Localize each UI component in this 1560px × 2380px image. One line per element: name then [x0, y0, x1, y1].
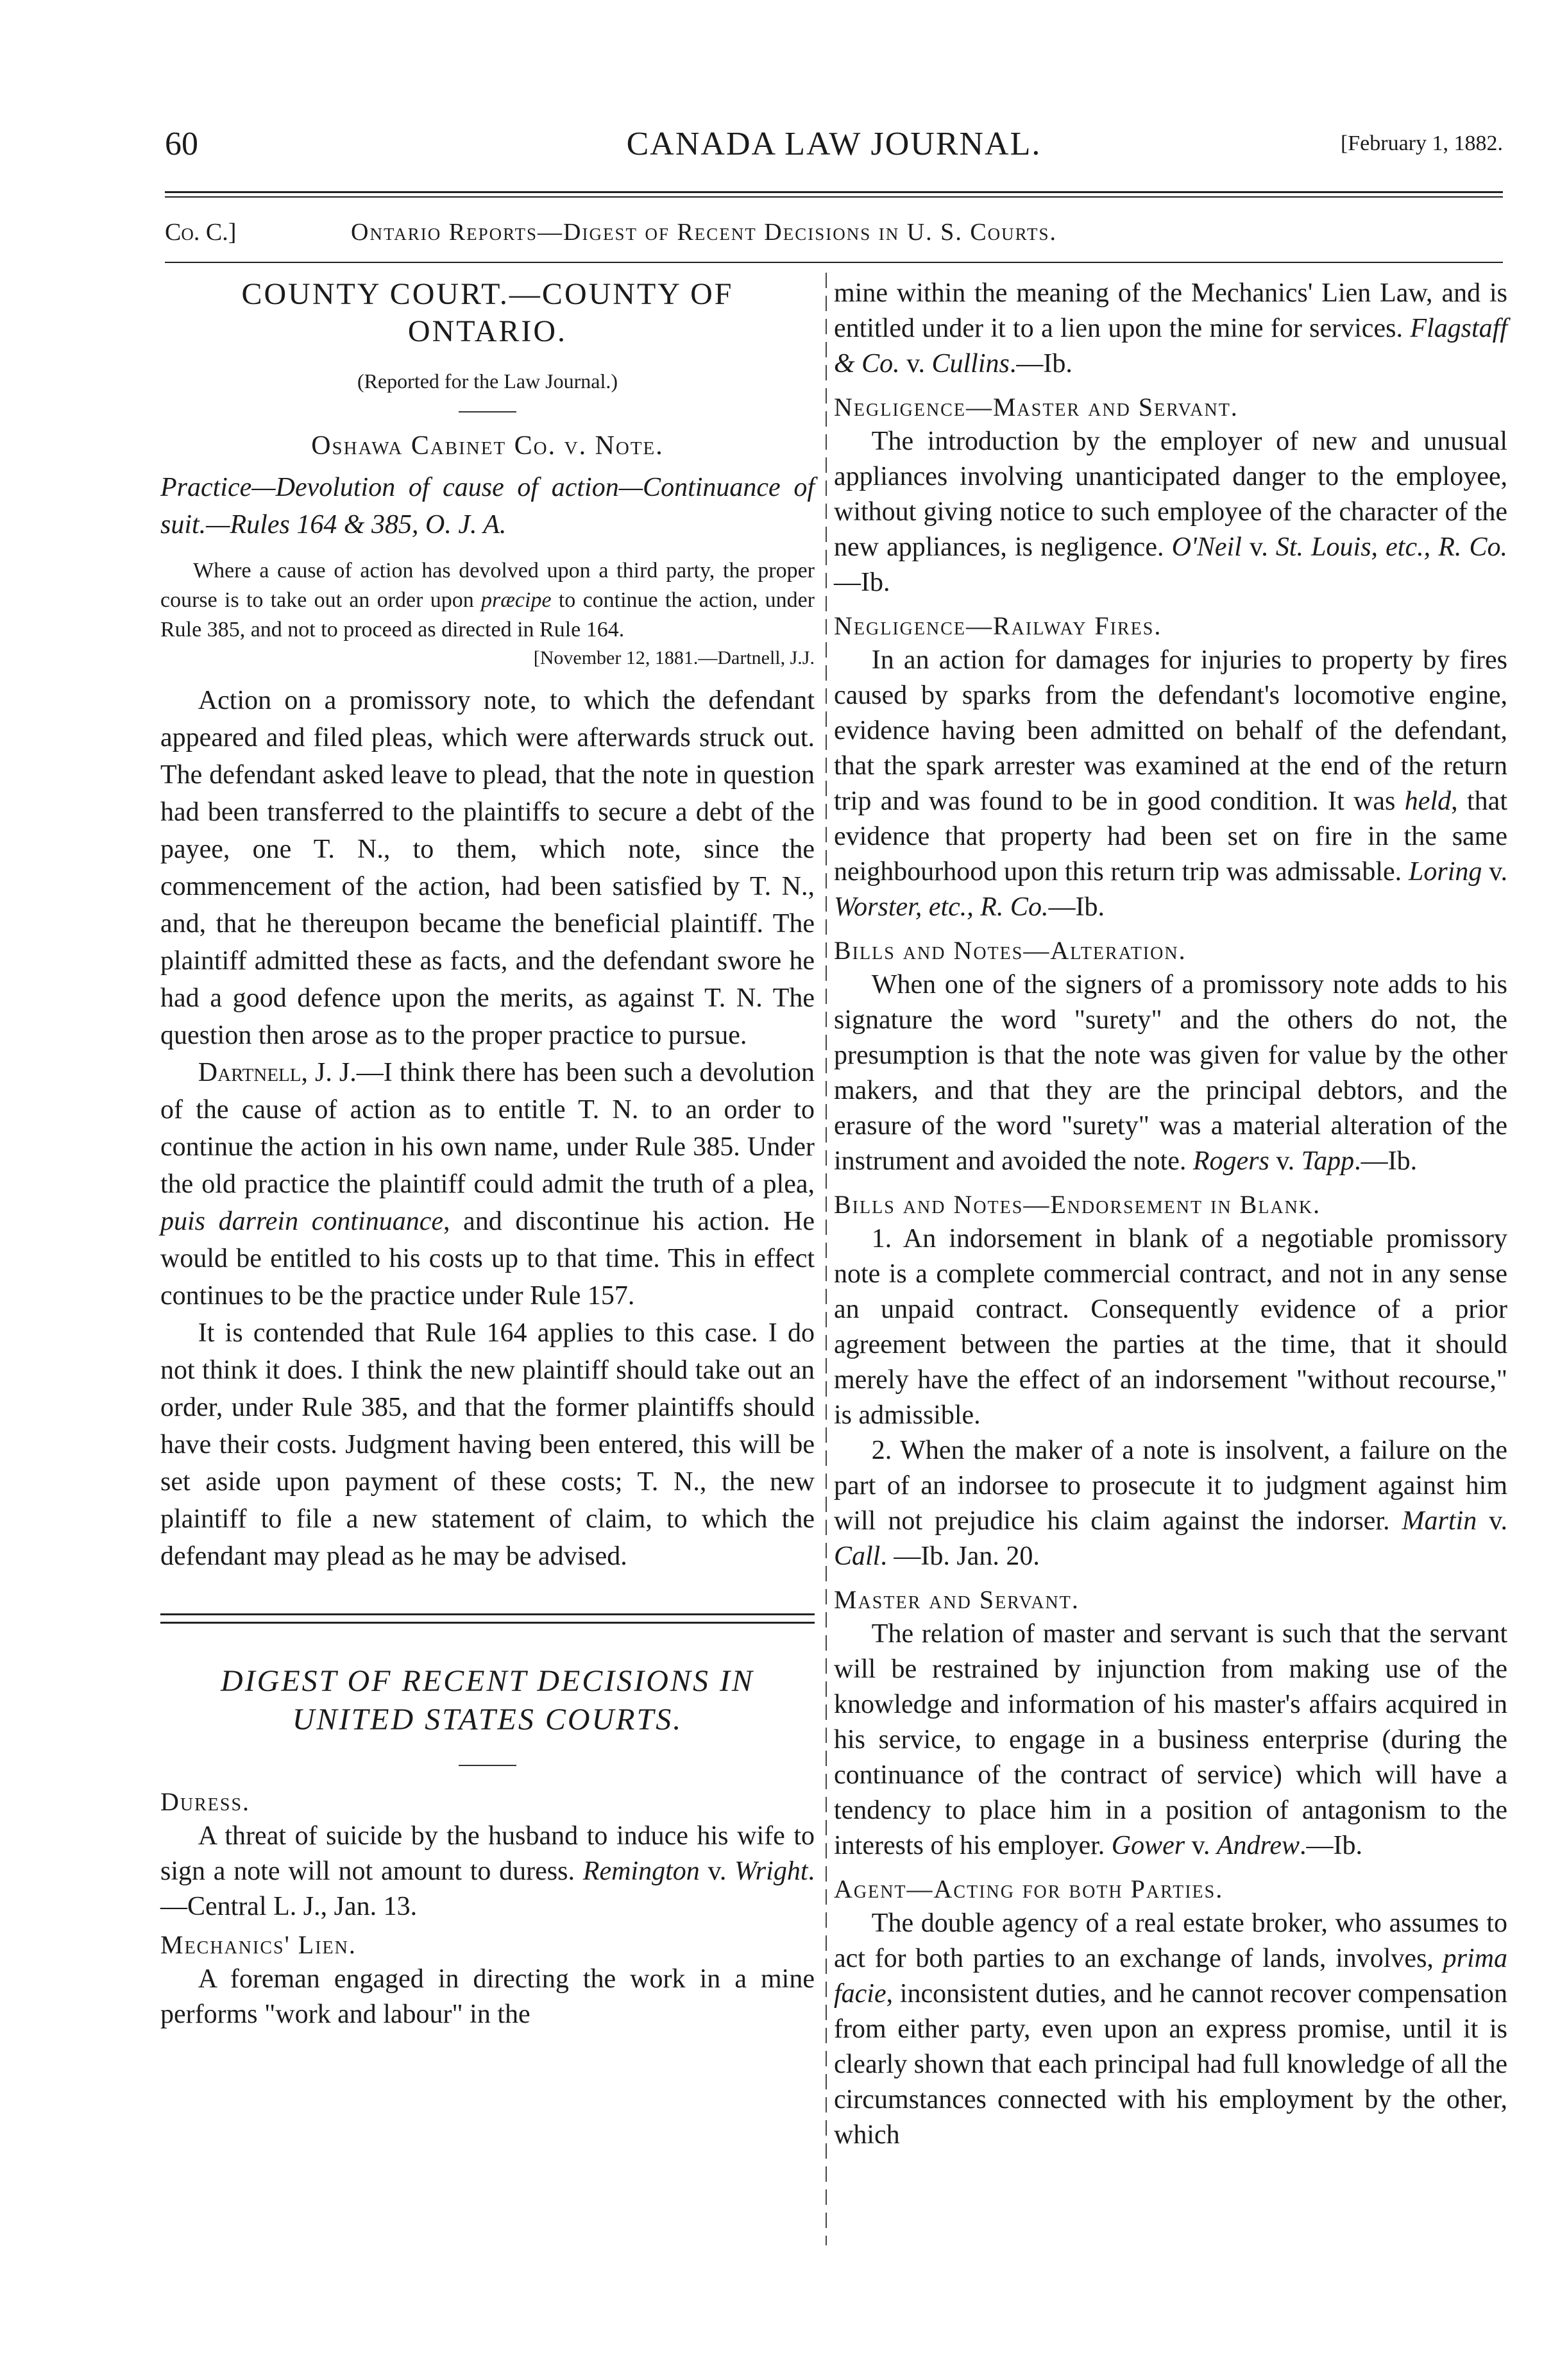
mechanics-lien-cont: [834, 276, 1507, 382]
bills2-cite-2: Call: [834, 1542, 881, 1571]
reported-for: (Reported for the Law Journal.): [357, 370, 618, 393]
issue-date: [February 1, 1882.: [1340, 132, 1503, 155]
judgment-para-2-italic: puis darrein continuance: [160, 1207, 443, 1236]
bills-alteration-text: [834, 967, 1507, 1179]
agent-body-b: , inconsistent duties, and he cannot recover compensation from either party, even upon an express promise, until it is clearly shown that each principal had full knowledge of all the circumstances connected with his employment by the other, which: [834, 1979, 1507, 2150]
headnote-praecipe: præcipe: [481, 588, 552, 612]
neg2-body-a: In an action for damages for injuries to property by fires caused by sparks from the defendant's locomotive engine, evidence having been admitted on behalf of the defendant, that the spark arrester was examined at the end of the return trip and was found to be in good condition. It was: [834, 645, 1507, 816]
digest-title-line-2: UNITED STATES COURTS.: [292, 1703, 683, 1737]
negligence-railway-text: [834, 643, 1507, 925]
dateline: [November 12, 1881.—Dartnell, J.J.: [533, 647, 815, 668]
digest-title-line-1: DIGEST OF RECENT DECISIONS IN: [221, 1664, 754, 1698]
bills2-cite-3: . —Ib. Jan. 20.: [880, 1542, 1040, 1571]
neg2-cite-3: —Ib.: [1048, 892, 1105, 922]
heading-duress: Duress.: [160, 1787, 251, 1816]
duress-cite-v: v.: [699, 1857, 735, 1886]
duress-text: [160, 1819, 815, 1925]
duress-body: A threat of suicide by the husband to induce his wife to sign a note will not amount to duress.: [160, 1821, 815, 1886]
judgment-para-1: Action on a promissory note, to which the defendant appeared and filed pleas, which were afterwards struck out. The defendant asked leave to plead, that the note in question had been transferred to the plaintiffs to secure a debt of the payee, one T. N., to them, which note, since the commencement of the action, had been satisfied by T. N., and, that he thereupon became the beneficial plaintiff. The plaintiff admitted these as facts, and the defendant swore he had a good defence upon the merits, as against T. N. The question then arose as to the proper practice to pursue.: [160, 686, 815, 1050]
negligence-master-text: [834, 424, 1507, 600]
page-number: 60: [165, 126, 198, 162]
judgment-para-2-a: —I think there has been such a devolution of the cause of action as to entitle T. N. to an order to continue the action in his own name, under Rule 385. Under the old practice the plaintiff could admit the truth of a plea,: [160, 1058, 815, 1199]
judgment-para-2-b: , and discontinue his action. He would be entitled to his costs up to that time. This in effect continues to be the practice under Rule 157.: [160, 1207, 815, 1311]
bills2-body-2: 2. When the maker of a note is insolvent, a failure on the part of an indorsee to prosecute it to judgment against him will not prejudice his claim against the indorser.: [834, 1436, 1507, 1536]
neg2-body-b: , that evidence that property had been set on fire in the same neighbourhood upon this return trip was admissable.: [834, 786, 1507, 887]
neg2-held: held: [1404, 786, 1452, 816]
master-body: The relation of master and servant is such that the servant will be restrained by injunction from making use of the knowledge and information of his master's affairs acquired in his service, to engage in a business enterprise (during the continuance of the contract of service) which will have a tendency to place him in a position of antagonism to the interests of his employer.: [834, 1619, 1507, 1860]
short-divider: [459, 411, 516, 412]
heading-negligence-railway: Negligence—Railway Fires.: [834, 611, 1162, 640]
neg1-body: The introduction by the employer of new and unusual appliances involving unanticipated danger to the employee, without giving notice to such employee of the character of the new appliances, is negligence.: [834, 427, 1507, 562]
neg2-cite-2: Worster, etc., R. Co.: [834, 892, 1049, 922]
heading-bills-endorsement: Bills and Notes—Endorsement in Blank.: [834, 1190, 1321, 1219]
bills-endorsement-text-2: [834, 1433, 1507, 1574]
neg2-cite-1: Loring: [1409, 857, 1482, 887]
headnote-italic: Practice—Devolution of cause of action—Continuance of suit.—Rules 164 & 385, O. J. A.: [160, 473, 815, 540]
heading-mechanics-lien: Mechanics' Lien.: [160, 1930, 357, 1959]
neg2-cite-v: v.: [1482, 857, 1507, 887]
double-rule: [160, 1613, 815, 1624]
journal-title: CANADA LAW JOURNAL.: [626, 126, 1042, 162]
bills2-cite-v: v.: [1477, 1506, 1507, 1536]
heading-negligence-master: Negligence—Master and Servant.: [834, 393, 1239, 421]
column-divider: [826, 273, 827, 2245]
case-title: Oshawa Cabinet Co. v. Note.: [311, 431, 664, 461]
bills1-cite-v: v.: [1269, 1146, 1301, 1176]
bills1-cite-1: Rogers: [1192, 1146, 1269, 1176]
mech-cite-2: Cullins: [931, 349, 1010, 378]
digest-title: [160, 1662, 815, 1739]
right-column: [834, 276, 1507, 2153]
master-cite-2: Andrew: [1216, 1831, 1300, 1860]
duress-cite-1: Remington: [582, 1857, 700, 1886]
judge-name: Dartnell, J. J.: [198, 1058, 357, 1087]
court-title-line-1: COUNTY COURT.—COUNTY OF: [241, 277, 734, 311]
court-title: [160, 276, 815, 350]
short-divider-2: [459, 1765, 516, 1766]
header-rule-top: [165, 191, 1503, 193]
neg1-cite-v: v.: [1241, 532, 1276, 562]
mechanics-lien-text: A foreman engaged in directing the work in a mine performs "work and labour" in the: [160, 1964, 815, 2029]
section-subheader: [165, 218, 1503, 250]
subheader-title: Ontario Reports—Digest of Recent Decisions in U. S. Courts.: [351, 219, 1058, 246]
master-servant-text: [834, 1617, 1507, 1864]
agent-text: [834, 1906, 1507, 2153]
left-column: [160, 276, 815, 2032]
running-header: [165, 125, 1503, 164]
mech-cite-3: .—Ib.: [1009, 349, 1072, 378]
agent-body-a: The double agency of a real estate broker, who assumes to act for both parties to an exchange of lands, involves,: [834, 1908, 1507, 1973]
master-cite-3: .—Ib.: [1300, 1831, 1362, 1860]
mech-cite-v: v.: [899, 349, 932, 378]
bills1-cite-2: Tapp: [1301, 1146, 1355, 1176]
neg1-cite-2: St. Louis, etc., R. Co.: [1275, 532, 1507, 562]
mech-cont-body: mine within the meaning of the Mechanics' Lien Law, and is entitled under it to a lien upon the mine for services.: [834, 278, 1507, 343]
duress-cite-2: Wright: [734, 1857, 808, 1886]
headnote-text-2: to continue the action, under Rule 385, and not to proceed as directed in Rule 164.: [160, 588, 815, 642]
master-cite-1: Gower: [1111, 1831, 1185, 1860]
neg1-cite-3: —Ib.: [834, 568, 890, 597]
bills1-body: When one of the signers of a promissory note adds to his signature the word "surety" and the others do not, the presumption is that the note was given for value by the other makers, and that they are the principal debtors, and the erasure of the word "surety" was a material alteration of the instrument and avoided the note.: [834, 970, 1507, 1176]
mech-cite-1: Flagstaff & Co.: [834, 314, 1507, 378]
bills1-cite-3: .—Ib.: [1354, 1146, 1418, 1176]
heading-agent: Agent—Acting for both Parties.: [834, 1874, 1224, 1903]
headnote: [160, 556, 815, 645]
court-title-line-2: ONTARIO.: [407, 314, 568, 348]
agent-italic: prima facie: [834, 1944, 1507, 2009]
subheader-court: Co. C.]: [165, 219, 237, 246]
master-cite-v: v.: [1185, 1831, 1217, 1860]
bills-endorsement-text-1: 1. An indorsement in blank of a negotiable promissory note is a complete commercial contract, and not in any sense an unpaid contract. Consequently evidence of a prior agreement between the parties at the time, that it should merely have the effect of an indorsement "without recourse," is admissible.: [834, 1224, 1507, 1430]
neg1-cite-1: O'Neil: [1171, 532, 1242, 562]
duress-cite-3: .—Central L. J., Jan. 13.: [160, 1857, 815, 1921]
heading-bills-alteration: Bills and Notes—Alteration.: [834, 936, 1187, 965]
heading-master-servant: Master and Servant.: [834, 1585, 1080, 1614]
judgment-para-3: It is contended that Rule 164 applies to this case. I do not think it does. I think the new plaintiff should take out an order, under Rule 385, and that the former plaintiffs should have their costs. Judgment having been entered, this will be set aside upon payment of these costs; T. N., the new plaintiff to file a new statement of claim, to which the defendant may plead as he may be advised.: [160, 1318, 815, 1571]
headnote-text-1: Where a cause of action has devolved upon a third party, the proper course is to take out an order upon: [160, 559, 815, 612]
judgment-para-2: [160, 1054, 815, 1314]
header-rule-bottom: [165, 196, 1503, 198]
bills2-cite-1: Martin: [1402, 1506, 1477, 1536]
subheader-rule: [165, 262, 1503, 263]
